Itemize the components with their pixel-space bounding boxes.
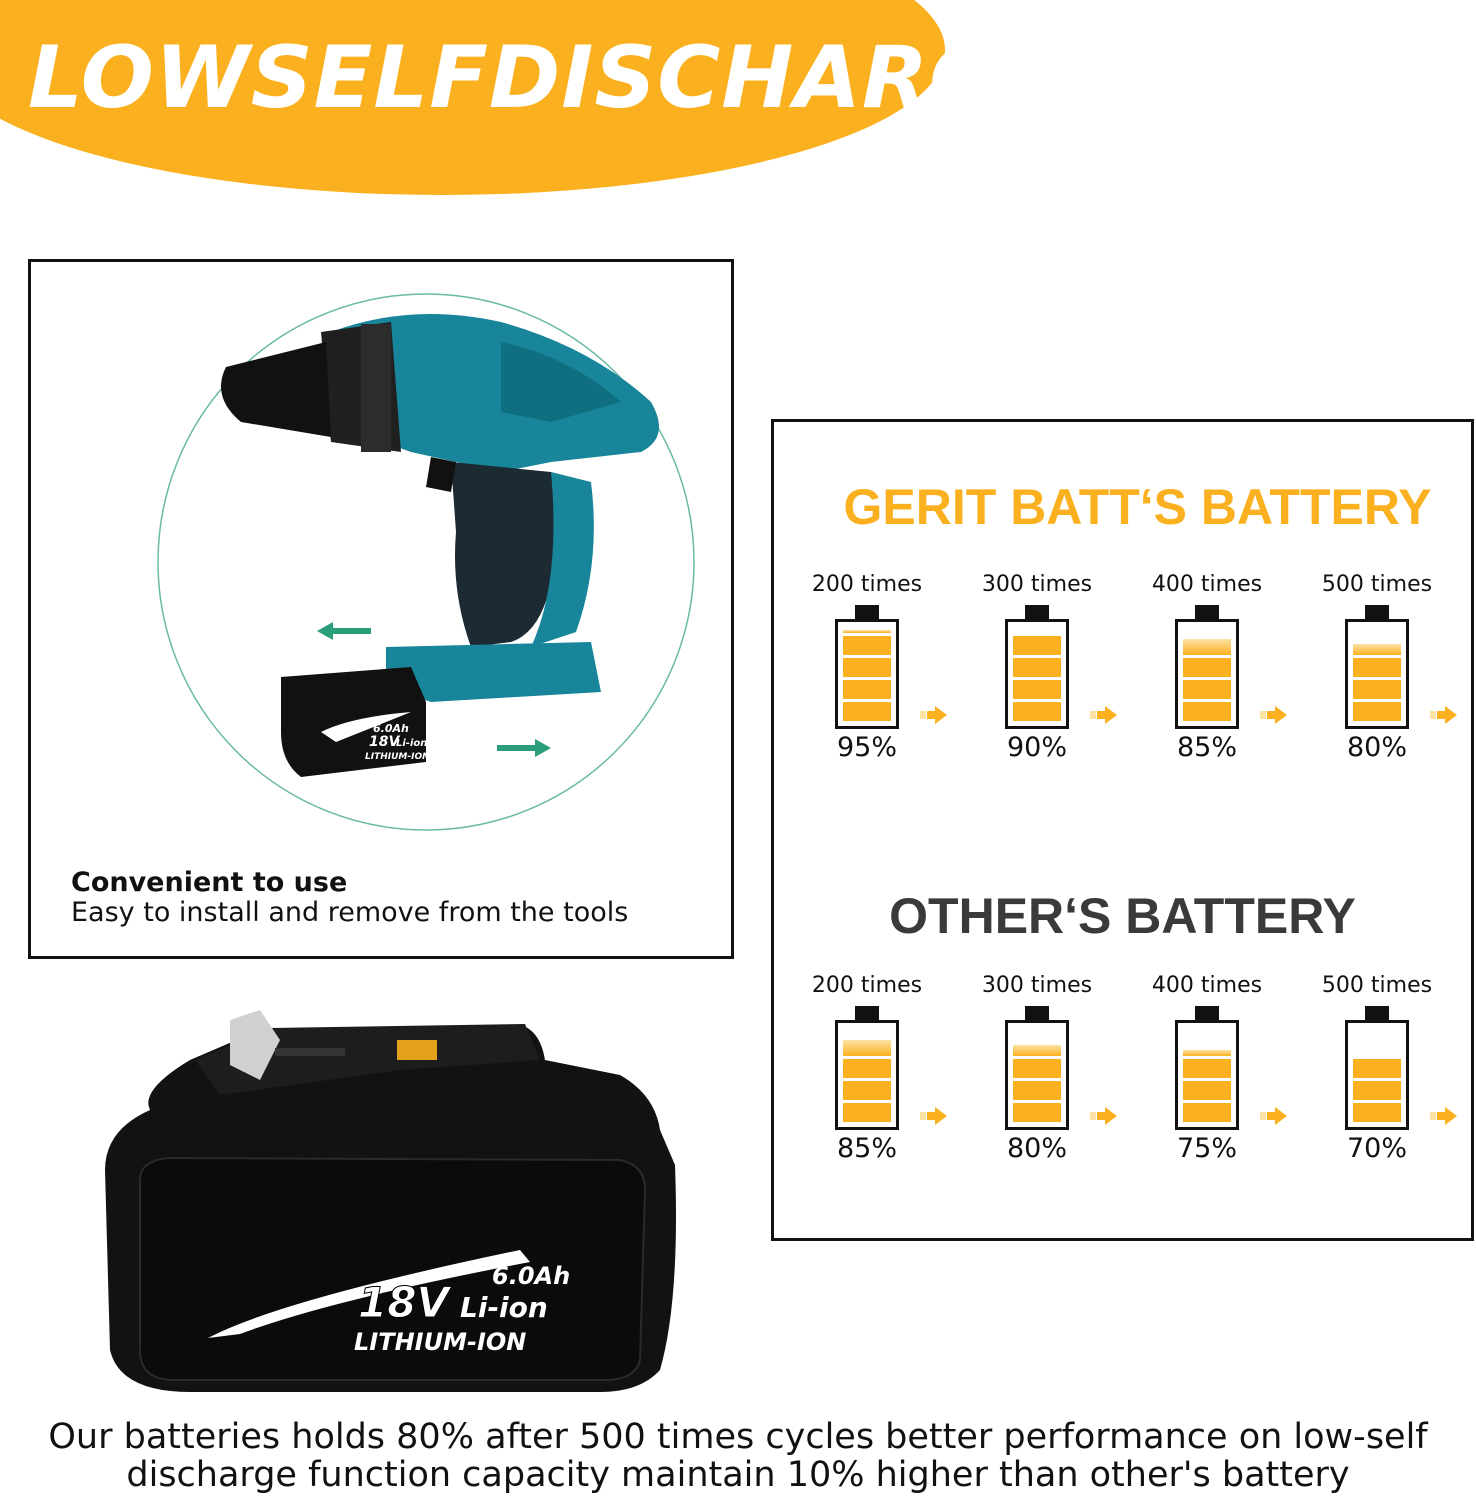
footer-line-2: discharge function capacity maintain 10% higher than other's battery: [126, 1455, 1350, 1495]
capacity-percent: 95%: [836, 732, 897, 763]
small-battery-type: Li-ion: [396, 738, 428, 749]
battery-level-icon: [1005, 1006, 1069, 1130]
battery-cell: [1292, 571, 1462, 763]
next-arrow-icon: [1430, 705, 1460, 725]
banner-title: LOWSELFDISCHARGE: [28, 28, 1061, 128]
battery-contact-icon: [397, 1040, 437, 1060]
battery-level-icon: [1345, 605, 1409, 729]
battery-cell: [1292, 972, 1462, 1164]
cycle-count: 400 times: [1151, 572, 1263, 597]
drill-trigger-icon: [426, 457, 456, 492]
next-arrow-icon: [1090, 705, 1120, 725]
capacity-percent: 85%: [836, 1133, 897, 1164]
cycle-count: 200 times: [811, 572, 923, 597]
battery-level-icon: [835, 605, 899, 729]
arrow-right-icon: [497, 739, 551, 757]
next-arrow-icon: [920, 705, 950, 725]
capacity-percent: 90%: [1006, 732, 1067, 763]
small-battery-voltage: 18V: [369, 734, 400, 750]
caption-text: Easy to install and remove from the tools: [71, 897, 629, 928]
capacity-percent: 70%: [1346, 1133, 1407, 1164]
cycle-count: 200 times: [811, 973, 923, 998]
next-arrow-icon: [1090, 1106, 1120, 1126]
small-battery-chem: LITHIUM-ION: [365, 752, 430, 762]
battery-rail-icon: [275, 1048, 345, 1056]
caption-heading: Convenient to use: [71, 867, 348, 898]
next-arrow-icon: [1260, 705, 1290, 725]
gerit-title: GERIT BATT‘S BATTERY: [843, 479, 1432, 535]
battery-level-icon: [1005, 605, 1069, 729]
next-arrow-icon: [920, 1106, 950, 1126]
cycle-count: 400 times: [1151, 973, 1263, 998]
drill-clutch-ring-icon: [361, 324, 391, 452]
battery-level-icon: [1175, 605, 1239, 729]
battery-cell: [1122, 571, 1292, 763]
battery-capacity-label: 6.0Ah: [492, 1262, 571, 1290]
footer-line-1: Our batteries holds 80% after 500 times cycles better performance on low-self: [48, 1417, 1428, 1457]
drill-panel: [28, 259, 734, 959]
cycle-count: 500 times: [1321, 973, 1433, 998]
next-arrow-icon: [1260, 1106, 1290, 1126]
battery-cell: [1122, 972, 1292, 1164]
drill-bit-chuck-icon: [221, 342, 331, 437]
battery-pack-image: [100, 1000, 680, 1400]
drill-caption: [71, 868, 628, 928]
cycle-count: 300 times: [981, 572, 1093, 597]
capacity-percent: 75%: [1176, 1133, 1237, 1164]
battery-chem-label: LITHIUM-ION: [354, 1328, 527, 1356]
capacity-percent: 80%: [1006, 1133, 1067, 1164]
cycle-count: 300 times: [981, 973, 1093, 998]
arrow-left-icon: [317, 622, 371, 640]
drill-illustration: [31, 262, 731, 956]
small-battery-capacity: 6.0Ah: [373, 722, 409, 735]
battery-level-icon: [1345, 1006, 1409, 1130]
battery-cell: [952, 972, 1122, 1164]
capacity-percent: 85%: [1176, 732, 1237, 763]
battery-level-icon: [835, 1006, 899, 1130]
other-title: OTHER‘S BATTERY: [889, 888, 1356, 944]
battery-cell: [782, 571, 952, 763]
battery-type-label: Li-ion: [460, 1291, 548, 1324]
battery-cell: [782, 972, 952, 1164]
battery-cell: [952, 571, 1122, 763]
comparison-panel: [771, 419, 1474, 1241]
capacity-percent: 80%: [1346, 732, 1407, 763]
battery-level-icon: [1175, 1006, 1239, 1130]
next-arrow-icon: [1430, 1106, 1460, 1126]
cycle-count: 500 times: [1321, 572, 1433, 597]
battery-voltage-label: 18V: [358, 1278, 449, 1327]
